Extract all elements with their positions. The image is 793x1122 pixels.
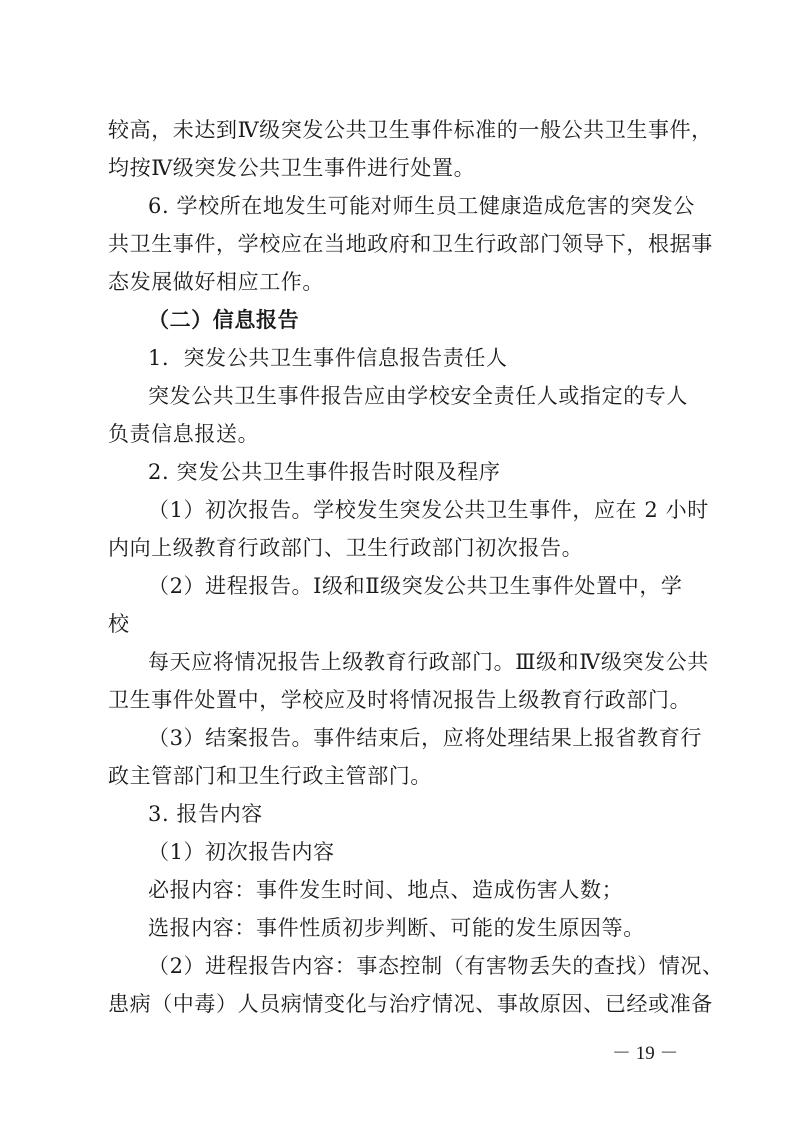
body-line: 较高，未达到Ⅳ级突发公共卫生事件标准的一般公共卫生事件，	[108, 118, 713, 142]
body-line: （2）进程报告内容：事态控制（有害物丢失的查找）情况、	[148, 954, 724, 978]
body-line: 负责信息报送。	[108, 422, 260, 446]
body-line: 校	[108, 612, 130, 636]
body-line: 1．突发公共卫生事件信息报告责任人	[148, 346, 508, 370]
body-line: 政主管部门和卫生行政主管部门。	[108, 764, 432, 788]
body-line: （1）初次报告。学校发生突发公共卫生事件，应在 2 小时	[148, 498, 709, 522]
body-line: 每天应将情况报告上级教育行政部门。Ⅲ级和Ⅳ级突发公共	[148, 650, 709, 674]
body-line: 卫生事件处置中，学校应及时将情况报告上级教育行政部门。	[108, 688, 692, 712]
section-heading: （二）信息报告	[148, 307, 300, 332]
body-line: 患病（中毒）人员病情变化与治疗情况、事故原因、已经或准备	[108, 992, 713, 1016]
body-line: 选报内容：事件性质初步判断、可能的发生原因等。	[148, 916, 645, 940]
body-line: 均按Ⅳ级突发公共卫生事件进行处置。	[108, 156, 476, 180]
body-line: 突发公共卫生事件报告应由学校安全责任人或指定的专人	[148, 384, 688, 408]
body-line: 6. 学校所在地发生可能对师生员工健康造成危害的突发公	[148, 194, 695, 218]
body-line: 必报内容：事件发生时间、地点、造成伤害人数；	[148, 878, 624, 902]
page-number: － 19 －	[612, 1043, 679, 1064]
body-line: 态发展做好相应工作。	[108, 270, 324, 294]
body-line: 内向上级教育行政部门、卫生行政部门初次报告。	[108, 536, 584, 560]
body-line: （1）初次报告内容	[148, 840, 335, 864]
body-line: 共卫生事件，学校应在当地政府和卫生行政部门领导下，根据事	[108, 232, 713, 256]
body-line: 3. 报告内容	[148, 802, 263, 826]
body-line: 2. 突发公共卫生事件报告时限及程序	[148, 460, 501, 484]
body-line: （3）结案报告。事件结束后，应将处理结果上报省教育行	[148, 726, 702, 750]
body-line: （2）进程报告。Ⅰ级和Ⅱ级突发公共卫生事件处置中，学	[148, 574, 683, 598]
